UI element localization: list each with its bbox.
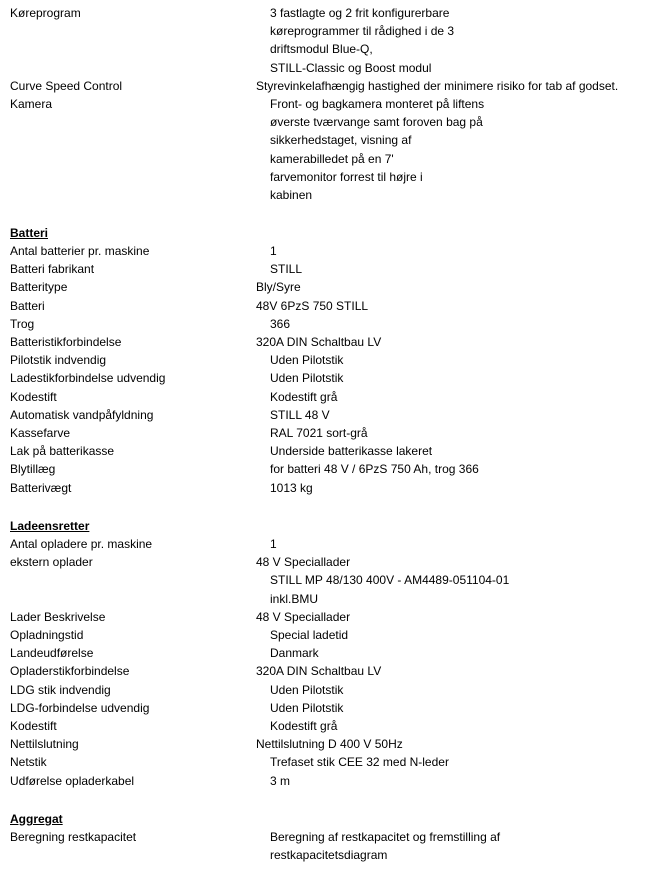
spec-value: Kodestift grå bbox=[270, 719, 338, 733]
spec-value: 48 V Speciallader bbox=[256, 609, 351, 624]
spec-label: Beregning restkapacitet bbox=[10, 830, 137, 844]
spec-label: Landeudførelse bbox=[10, 646, 94, 661]
spec-value: STILL-Classic og Boost modul bbox=[270, 60, 432, 75]
spec-label: LDG-forbindelse udvendig bbox=[10, 700, 150, 715]
spec-label: Køreprogram bbox=[10, 6, 81, 20]
spec-value: for batteri 48 V / 6PzS 750 Ah, trog 366 bbox=[270, 462, 479, 477]
spec-label: Trog bbox=[10, 316, 35, 331]
spec-label: Nettilslutning bbox=[10, 737, 79, 752]
spec-value: Kodestift grå bbox=[270, 389, 338, 404]
spec-value: 3 fastlagte og 2 frit konfigurerbare bbox=[270, 6, 450, 20]
spec-label: Udførelse opladerkabel bbox=[10, 773, 135, 788]
spec-value: 320A DIN Schaltbau LV bbox=[256, 664, 382, 679]
spec-value: Front- og bagkamera monteret på liftens bbox=[270, 97, 485, 111]
spec-value: kabinen bbox=[270, 188, 313, 202]
spec-value: 366 bbox=[270, 316, 291, 331]
spec-label: Opladningstid bbox=[10, 628, 84, 642]
spec-label: Antal batterier pr. maskine bbox=[10, 244, 150, 258]
spec-label: Batteristikforbindelse bbox=[10, 335, 122, 349]
spec-label: Lak på batterikasse bbox=[10, 444, 115, 459]
spec-value: Danmark bbox=[270, 646, 319, 661]
spec-label: Ladestikforbindelse udvendig bbox=[10, 371, 166, 386]
spec-label: Kamera bbox=[10, 97, 53, 111]
spec-label: Pilotstik indvendig bbox=[10, 353, 107, 368]
spec-value: inkl.BMU bbox=[270, 591, 319, 606]
section-heading-aggregat: Aggregat bbox=[10, 812, 63, 826]
spec-label: ekstern oplader bbox=[10, 555, 93, 570]
spec-value: STILL bbox=[270, 262, 303, 277]
spec-value: køreprogrammer til rådighed i de 3 bbox=[270, 24, 455, 39]
spec-label: Batteritype bbox=[10, 280, 68, 295]
spec-label: Kassefarve bbox=[10, 426, 71, 440]
spec-value: 3 m bbox=[270, 773, 291, 788]
spec-value: driftsmodul Blue-Q, bbox=[270, 42, 373, 57]
spec-value: STILL MP 48/130 400V - AM4489-051104-01 bbox=[270, 573, 510, 588]
spec-label: Blytillæg bbox=[10, 462, 56, 477]
spec-value: Special ladetid bbox=[270, 628, 349, 642]
spec-value: Underside batterikasse lakeret bbox=[270, 444, 433, 459]
spec-value: sikkerhedstaget, visning af bbox=[270, 133, 412, 148]
spec-value: Styrevinkelafhængig hastighed der minimere risiko for tab af godset. bbox=[256, 78, 619, 93]
spec-value: Nettilslutning D 400 V 50Hz bbox=[256, 737, 403, 752]
spec-label: Batteri fabrikant bbox=[10, 262, 95, 277]
spec-label: LDG stik indvendig bbox=[10, 682, 111, 697]
spec-value: 48V 6PzS 750 STILL bbox=[256, 298, 369, 313]
spec-label: Netstik bbox=[10, 755, 47, 770]
spec-value: STILL 48 V bbox=[270, 407, 330, 422]
section-heading-batteri: Batteri bbox=[10, 226, 49, 240]
spec-label: Kodestift bbox=[10, 719, 57, 733]
spec-value: Uden Pilotstik bbox=[270, 682, 344, 697]
spec-value: farvemonitor forrest til højre i bbox=[270, 169, 423, 184]
section-heading-ladeensretter: Ladeensretter bbox=[10, 519, 90, 533]
spec-label: Opladerstikforbindelse bbox=[10, 664, 130, 679]
spec-value: restkapacitetsdiagram bbox=[270, 848, 388, 863]
spec-value: 1013 kg bbox=[270, 480, 313, 495]
spec-value: 320A DIN Schaltbau LV bbox=[256, 335, 382, 349]
spec-value: 48 V Speciallader bbox=[256, 555, 351, 570]
spec-label: Lader Beskrivelse bbox=[10, 609, 106, 624]
spec-label: Curve Speed Control bbox=[10, 78, 123, 93]
spec-value: 1 bbox=[270, 537, 277, 551]
spec-value: Trefaset stik CEE 32 med N-leder bbox=[270, 755, 449, 770]
spec-label: Automatisk vandpåfyldning bbox=[10, 407, 154, 422]
spec-value: Uden Pilotstik bbox=[270, 353, 344, 368]
spec-value: kamerabilledet på en 7' bbox=[270, 151, 394, 166]
spec-value: RAL 7021 sort-grå bbox=[270, 426, 368, 440]
spec-value: Bly/Syre bbox=[256, 280, 301, 295]
spec-value: Beregning af restkapacitet og fremstilling af bbox=[270, 830, 501, 844]
spec-value: øverste tværvange samt foroven bag på bbox=[270, 115, 483, 130]
spec-label: Batteri bbox=[10, 298, 45, 313]
spec-label: Antal opladere pr. maskine bbox=[10, 537, 153, 551]
spec-value: Uden Pilotstik bbox=[270, 371, 344, 386]
spec-value: Uden Pilotstik bbox=[270, 700, 344, 715]
spec-value: 1 bbox=[270, 244, 277, 258]
spec-label: Batterivægt bbox=[10, 480, 72, 495]
spec-label: Kodestift bbox=[10, 389, 57, 404]
